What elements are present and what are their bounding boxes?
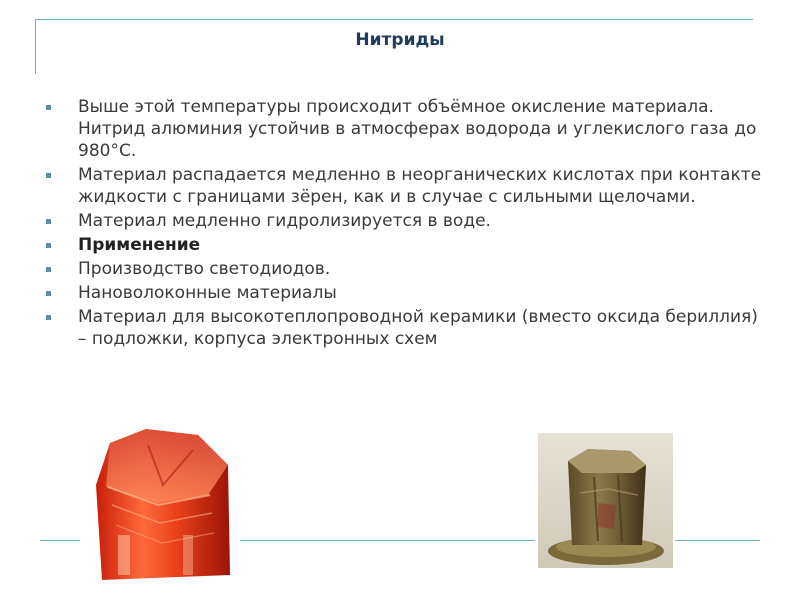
bullet-text: Материал распадается медленно в неорганических кислотах при контакте жидкости с границами зёрен, как и в случае с сильными щелочами. [78,165,762,207]
bullet-square-icon [46,219,51,224]
bullet-item-heading [44,234,764,256]
bullet-item [44,282,764,304]
red-crystal-image [88,425,238,585]
bottom-divider-line [675,540,760,541]
bottom-divider-line [40,540,80,541]
bottom-divider-line [240,540,535,541]
bullet-text: Применение [78,235,201,255]
slide-title: Нитриды [355,30,445,50]
bullet-text: Выше этой температуры происходит объёмное окисление материала. Нитрид алюминия устойчив в атмосферах водорода и углекислого газа до 980°С. [78,97,757,161]
bullet-text: Нановолоконные материалы [78,283,337,303]
bullet-square-icon [46,105,51,110]
bullet-square-icon [46,173,51,178]
bullet-text: Материал медленно гидролизируется в воде. [78,211,491,231]
bullet-list [44,96,764,352]
top-divider-line [35,19,753,20]
bullet-item [44,306,764,350]
bullet-square-icon [46,291,51,296]
bullet-square-icon [46,315,51,320]
bullet-text: Производство светодиодов. [78,259,331,279]
olive-crystal-image [538,433,673,568]
bullet-square-icon [46,243,51,248]
bullet-item [44,258,764,280]
bullet-item [44,210,764,232]
bullet-item [44,164,764,208]
bullet-item [44,96,764,162]
bullet-square-icon [46,267,51,272]
bullet-text: Материал для высокотеплопроводной керамики (вместо оксида бериллия) – подложки, корпуса электронных схем [78,307,758,349]
